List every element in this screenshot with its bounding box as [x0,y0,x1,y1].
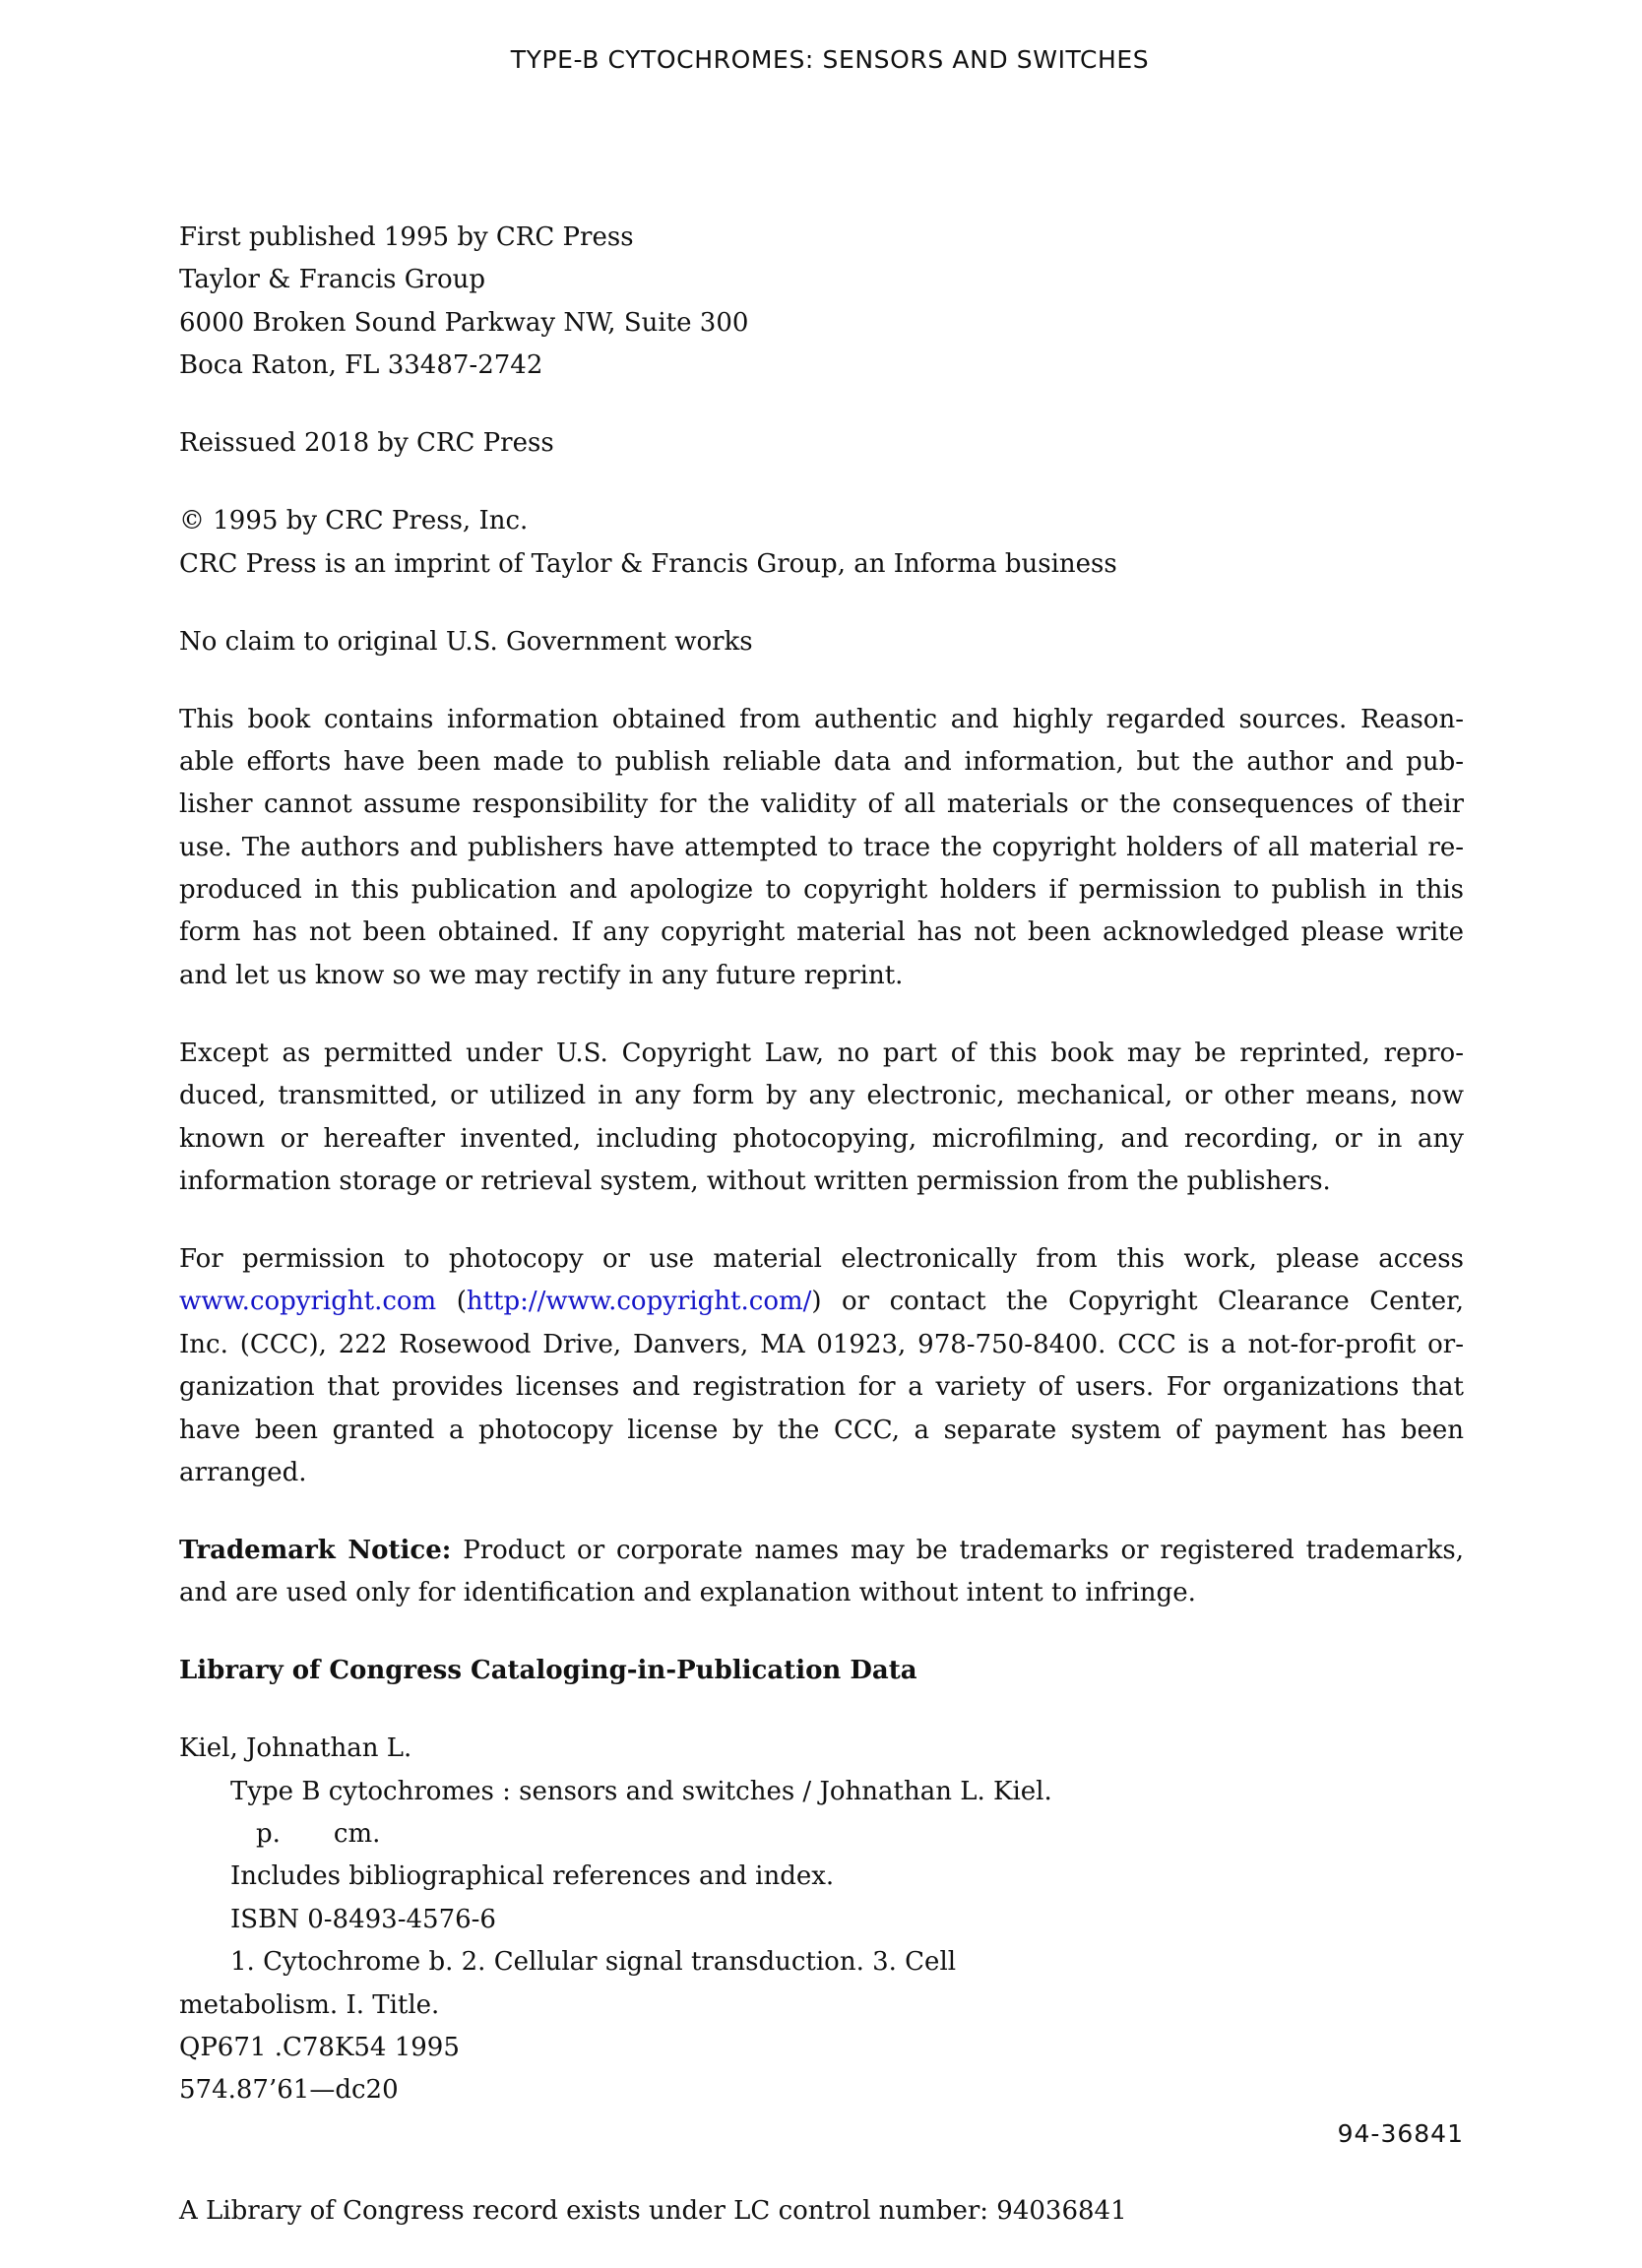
publisher-line: Boca Raton, FL 33487-2742 [179,350,543,381]
cip-size: cm. [333,1819,381,1850]
paragraph-line: form has not been obtained. If any copyright material has not been acknowledged please write [179,917,1464,948]
paragraph-line: information storage or retrieval system, without written permission from the publishers. [179,1166,1331,1196]
cip-record [179,1728,1464,2155]
cip-dewey: 574.87’61—dc20 [179,2075,399,2106]
paragraph-line: ganization that provides licenses and registration for a variety of users. For organizations that [179,1372,1464,1403]
imprint-line: CRC Press is an imprint of Taylor & Francis Group, an Informa business [179,548,1117,579]
government-notice-block [179,621,1464,663]
trademark-text: Product or corporate names may be trademarks or registered trademarks, [451,1535,1464,1565]
paragraph-line: use. The authors and publishers have attempted to trace the copyright holders of all material re- [179,832,1464,862]
trademark-line [179,1530,1464,1572]
paragraph-line: produced in this publication and apologize to copyright holders if permission to publish in this [179,875,1464,906]
lc-record-block [179,2190,1464,2233]
cip-notes: Includes bibliographical references and index. [230,1861,835,1892]
copyright-block [179,500,1464,586]
link-line-rest: ) or contact the Copyright Clearance Center, [811,1287,1464,1317]
lc-record-line: A Library of Congress record exists under LC control number: 94036841 [179,2195,1127,2226]
trademark-line: and are used only for identification and explanation without intent to infringe. [179,1578,1196,1608]
cip-heading-block [179,1650,1464,1692]
disclaimer-paragraph [179,699,1464,998]
paragraph-line: able efforts have been made to publish reliable data and information, but the author and pub- [179,746,1464,777]
copyright-line: © 1995 by CRC Press, Inc. [179,506,529,536]
running-header: TYPE-B CYTOCHROMES: SENSORS AND SWITCHES [510,45,1150,74]
paragraph-line-with-links [179,1281,1464,1323]
paragraph-line: arranged. [179,1457,307,1487]
paragraph-line: known or hereafter invented, including photocopying, microfilming, and recording, or in any [179,1123,1464,1154]
publisher-line: Taylor & Francis Group [179,265,486,295]
paragraph-line: have been granted a photocopy license by the CCC, a separate system of payment has been [179,1415,1464,1445]
paragraph-line: lisher cannot assume responsibility for the validity of all materials or the consequences of their [179,789,1464,820]
trademark-notice [179,1530,1464,1615]
cip-heading: Library of Congress Cataloging-in-Publication Data [179,1656,917,1686]
publisher-block [179,217,1464,388]
cip-pages: p. [256,1819,281,1850]
reissue-block [179,422,1464,465]
cip-physical [179,1813,1464,1856]
paragraph-line: This book contains information obtained from authentic and highly regarded sources. Reason- [179,704,1464,734]
rights-paragraph [179,1033,1464,1204]
cip-subjects-cont: metabolism. I. Title. [179,1989,440,2020]
publisher-line: 6000 Broken Sound Parkway NW, Suite 300 [179,307,749,338]
publisher-line: First published 1995 by CRC Press [179,222,634,252]
cip-title: Type B cytochromes : sensors and switches / Johnathan L. Kiel. [230,1776,1052,1806]
paragraph-line: For permission to photocopy or use material electronically from this work, please access [179,1243,1464,1274]
cip-isbn: ISBN 0-8493-4576-6 [230,1904,496,1934]
government-notice: No claim to original U.S. Government works [179,626,753,657]
copyright-page [179,217,1464,2268]
trademark-label: Trademark Notice: [179,1535,452,1565]
cip-lccn: 94-36841 [1337,2118,1464,2148]
cip-call-number: QP671 .C78K54 1995 [179,2033,460,2063]
cip-subjects: 1. Cytochrome b. 2. Cellular signal transduction. 3. Cell [230,1947,957,1978]
paragraph-line: duced, transmitted, or utilized in any form by any electronic, mechanical, or other means, now [179,1081,1464,1111]
reissue-line: Reissued 2018 by CRC Press [179,428,554,459]
copyright-com-link[interactable]: www.copyright.com [179,1287,437,1317]
paragraph-line: Inc. (CCC), 222 Rosewood Drive, Danvers, MA 01923, 978-750-8400. CCC is a not-for-profit or- [179,1329,1464,1359]
paren-open: ( [436,1287,467,1317]
cip-author: Kiel, Johnathan L. [179,1733,412,1764]
copyright-url-link[interactable]: http://www.copyright.com/ [466,1287,812,1317]
paragraph-line: and let us know so we may rectify in any future reprint. [179,960,904,990]
permission-paragraph [179,1238,1464,1494]
paragraph-line: Except as permitted under U.S. Copyright Law, no part of this book may be reprinted, repro- [179,1038,1464,1068]
